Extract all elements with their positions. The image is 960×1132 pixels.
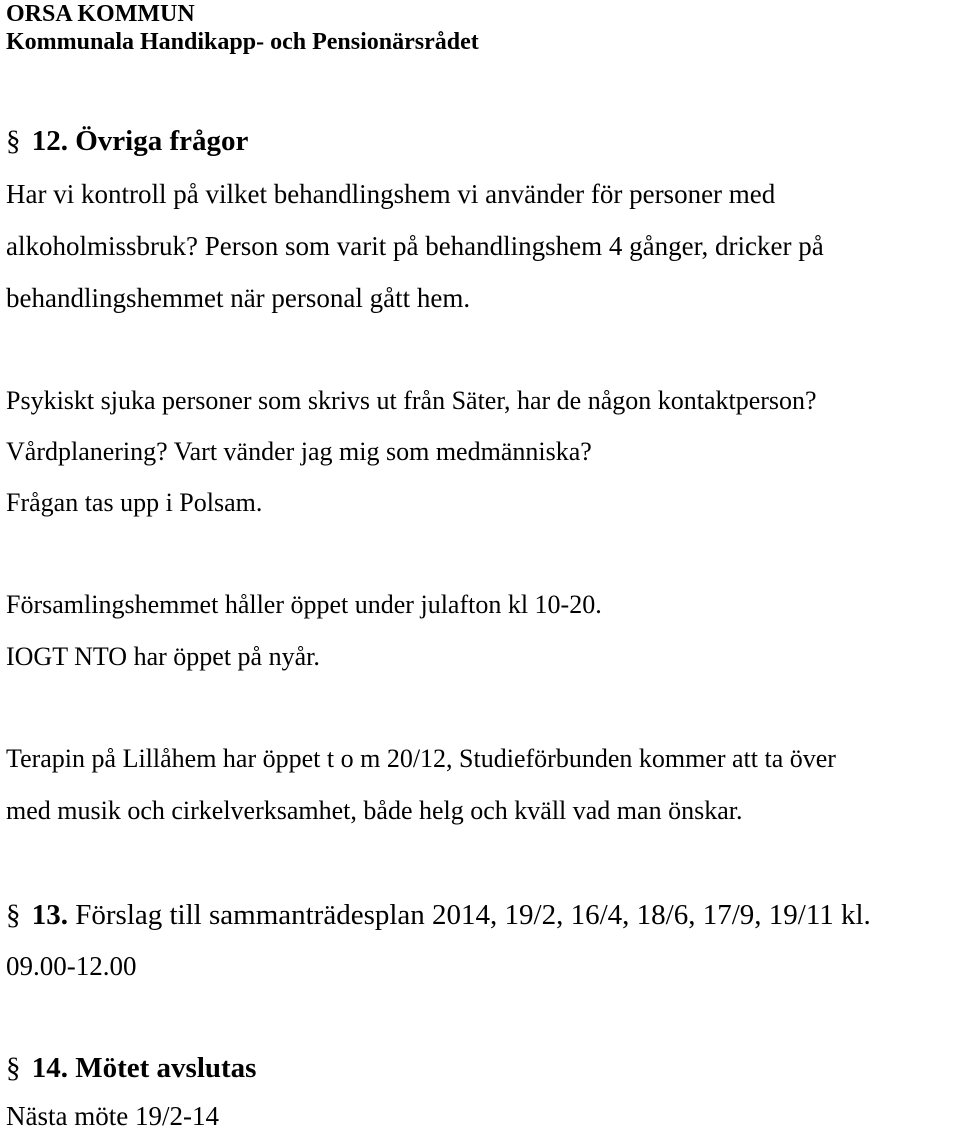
- section-12-line-2: alkoholmissbruk? Person som varit på behandlingshem 4 gånger, dricker på: [6, 231, 824, 261]
- section-13-sign: §: [6, 899, 21, 931]
- section-12-title: Övriga frågor: [75, 125, 249, 157]
- section-13-heading: [6, 898, 871, 932]
- section-12-line-1: Har vi kontroll på vilket behandlingshem vi använder för personer med: [6, 179, 776, 209]
- section-12-line-3: behandlingshemmet när personal gått hem.: [6, 283, 471, 313]
- section-14-title: Mötet avslutas: [75, 1052, 257, 1084]
- section-12-line-8: IOGT NTO har öppet på nyår.: [6, 642, 320, 671]
- section-12-sign: §: [6, 125, 21, 157]
- section-13-number: 13.: [31, 899, 68, 931]
- section-12-number: 12.: [31, 125, 68, 157]
- section-14-heading: [6, 1051, 256, 1085]
- organization-name: ORSA KOMMUN: [6, 1, 195, 27]
- section-12-line-6: Frågan tas upp i Polsam.: [6, 488, 263, 517]
- section-13-continuation: 09.00-12.00: [6, 951, 137, 981]
- section-12-line-10: med musik och cirkelverksamhet, både helg och kväll vad man önskar.: [6, 796, 743, 825]
- section-12-line-5: Vårdplanering? Vart vänder jag mig som medmänniska?: [6, 437, 592, 466]
- council-name: Kommunala Handikapp- och Pensionärsrådet: [6, 29, 479, 55]
- section-13-title: Förslag till sammanträdesplan 2014, 19/2, 16/4, 18/6, 17/9, 19/11 kl.: [75, 899, 871, 931]
- next-meeting-line: Nästa möte 19/2-14: [6, 1101, 219, 1131]
- section-12-line-9: Terapin på Lillåhem har öppet t o m 20/12, Studieförbunden kommer att ta över: [6, 744, 836, 773]
- section-12-heading: [6, 124, 248, 158]
- section-14-sign: §: [6, 1052, 21, 1084]
- section-12-line-4: Psykiskt sjuka personer som skrivs ut från Säter, har de någon kontaktperson?: [6, 386, 817, 415]
- section-14-number: 14.: [31, 1052, 68, 1084]
- section-12-line-7: Församlingshemmet håller öppet under julafton kl 10-20.: [6, 590, 602, 619]
